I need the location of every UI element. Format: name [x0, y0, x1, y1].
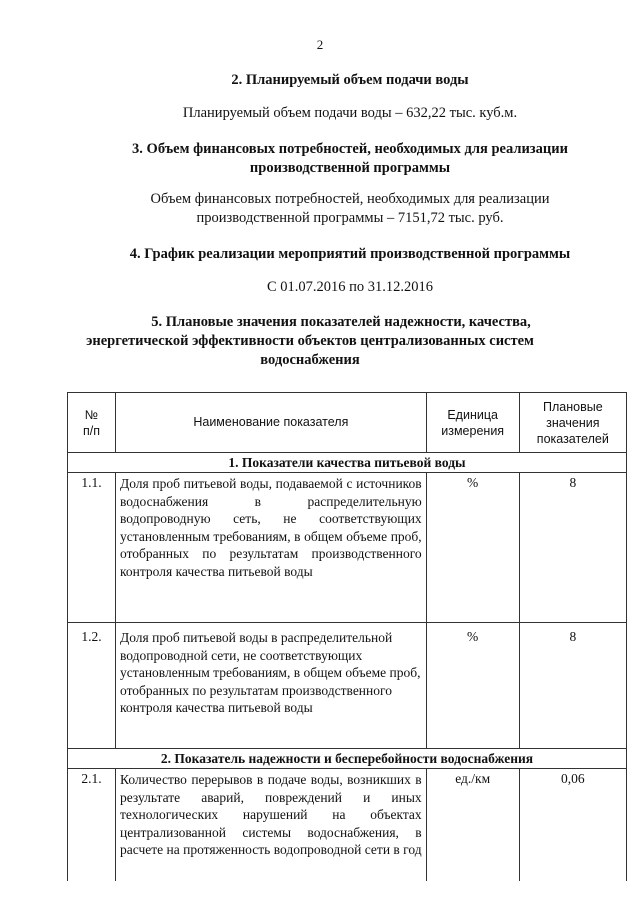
row-value: 0,06	[519, 769, 626, 881]
table-row	[68, 473, 627, 623]
row-name: Количество перерывов в подаче воды, возникших в результате аварий, повреждений и иных технологических нарушений на объектах централизованной системы водоснабжения, в расчете на протяженность водопроводной сети в год	[116, 769, 427, 881]
section-3-text	[60, 190, 640, 228]
section-3-heading-line-1: 3. Объем финансовых потребностей, необходимых для реализации	[132, 141, 568, 157]
section-3-heading	[60, 140, 640, 178]
header-name: Наименование показателя	[116, 393, 427, 453]
group-row	[68, 749, 627, 769]
section-3-text-line-2: производственной программы – 7151,72 тыс. руб.	[196, 210, 504, 226]
header-value-line-1: Плановые	[542, 399, 603, 414]
table-row	[68, 769, 627, 881]
row-unit: %	[426, 473, 519, 623]
header-num-line-1: №	[84, 407, 99, 422]
group-1-title: 1. Показатели качества питьевой воды	[68, 453, 627, 473]
row-num: 1.2.	[68, 623, 116, 749]
section-4-heading: 4. График реализации мероприятий производственной программы	[129, 246, 571, 262]
page-number: 2	[316, 37, 324, 52]
header-unit-line-2: измерения	[441, 423, 505, 438]
section-4-text: С 01.07.2016 по 31.12.2016	[266, 279, 434, 295]
row-name: Доля проб питьевой воды в распределительной водопроводной сети, не соответствующих установленным требованиям, в общем объеме проб, отобранных по результатам производственного контроля качества питьевой воды	[116, 623, 427, 749]
header-num	[68, 393, 116, 453]
row-unit: ед./км	[426, 769, 519, 881]
section-3-heading-line-2: производственной программы	[249, 160, 451, 176]
group-row	[68, 453, 627, 473]
row-value: 8	[519, 623, 626, 749]
header-value-line-2: значения	[546, 415, 600, 430]
section-5-heading	[20, 313, 600, 370]
section-2-heading: 2. Планируемый объем подачи воды	[231, 72, 469, 88]
section-2-text: Планируемый объем подачи воды – 632,22 тыс. куб.м.	[182, 105, 518, 121]
row-name: Доля проб питьевой воды, подаваемой с источников водоснабжения в распределительную водопроводную сеть, не соответствующих установленным требованиям, в общем объеме проб, отобранных по результатам производственного контроля качества питьевой воды	[116, 473, 427, 623]
header-value-line-3: показателей	[536, 431, 609, 446]
row-num: 2.1.	[68, 769, 116, 881]
row-num: 1.1.	[68, 473, 116, 623]
table-row	[68, 623, 627, 749]
header-value	[519, 393, 626, 453]
section-5-heading-line-2: энергетической эффективности объектов централизованных систем	[86, 333, 534, 349]
row-value: 8	[519, 473, 626, 623]
section-5-heading-line-3: водоснабжения	[260, 352, 360, 368]
indicators-table	[67, 392, 627, 881]
section-5-heading-line-1: 5. Плановые значения показателей надежности, качества,	[151, 314, 531, 330]
header-unit	[426, 393, 519, 453]
section-3-text-line-1: Объем финансовых потребностей, необходимых для реализации	[150, 191, 550, 207]
table-header-row	[68, 393, 627, 453]
group-2-title: 2. Показатель надежности и бесперебойности водоснабжения	[68, 749, 627, 769]
header-unit-line-1: Единица	[447, 407, 498, 422]
row-unit: %	[426, 623, 519, 749]
header-num-line-2: п/п	[83, 423, 101, 438]
